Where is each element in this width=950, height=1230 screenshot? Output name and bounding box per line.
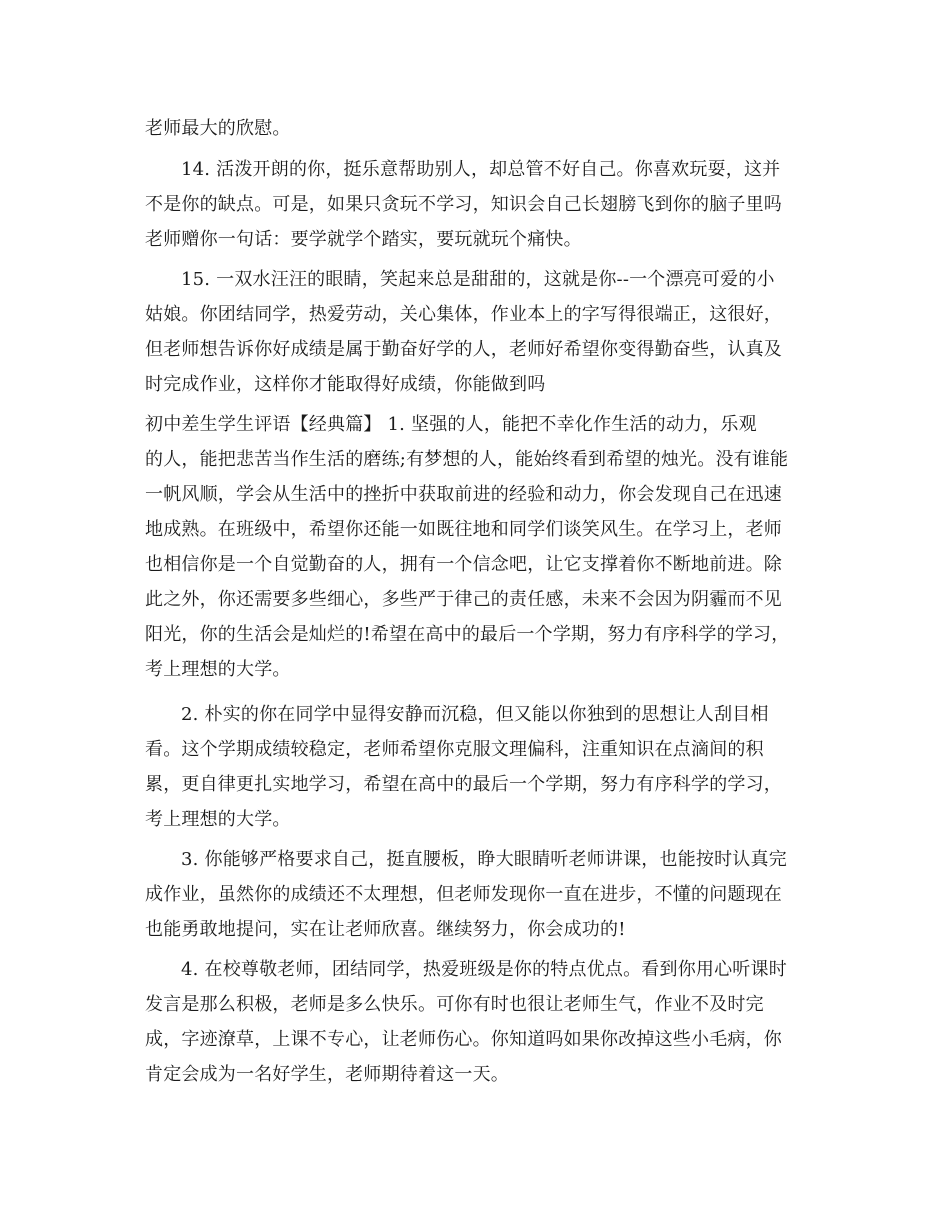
text-line: 但老师想告诉你好成绩是属于勤奋好学的人，老师好希望你变得勤奋些，认真及 <box>145 339 782 360</box>
text-line: 姑娘。你团结同学，热爱劳动，关心集体，作业本上的字写得很端正，这很好， <box>145 304 782 325</box>
text-line: 老师赠你一句话：要学就学个踏实，要玩就玩个痛快。 <box>145 229 582 250</box>
text-line: 此之外，你还需要多些细心，多些严于律己的责任感，未来不会因为阴霾而不见 <box>145 589 782 610</box>
text-line: 考上理想的大学。 <box>145 809 291 830</box>
text-line: 成作业，虽然你的成绩还不太理想，但老师发现你一直在进步，不懂的问题现在 <box>145 884 782 905</box>
text-line: 也能勇敢地提问，实在让老师欣喜。继续努力，你会成功的! <box>145 919 626 940</box>
text-line: 一帆风顺，学会从生活中的挫折中获取前进的经验和动力，你会发现自己在迅速 <box>145 484 782 505</box>
text-line: 看。这个学期成绩较稳定，老师希望你克服文理偏科，注重知识在点滴间的积 <box>145 739 764 760</box>
text-line: 4. 在校尊敬老师，团结同学，热爱班级是你的特点优点。看到你用心听课时 <box>181 959 787 980</box>
text-line: 成，字迹潦草，上课不专心，让老师伤心。你知道吗如果你改掉这些小毛病，你 <box>145 1029 782 1050</box>
text-line: 不是你的缺点。可是，如果只贪玩不学习，知识会自己长翅膀飞到你的脑子里吗 <box>145 194 782 215</box>
text-line: 也相信你是一个自觉勤奋的人，拥有一个信念吧，让它支撑着你不断地前进。除 <box>145 554 782 575</box>
text-line: 肯定会成为一名好学生，老师期待着这一天。 <box>145 1064 509 1085</box>
text-line: 考上理想的大学。 <box>145 659 291 680</box>
text-line: 时完成作业，这样你才能取得好成绩，你能做到吗 <box>145 374 546 395</box>
text-line: 2. 朴实的你在同学中显得安静而沉稳，但又能以你独到的思想让人刮目相 <box>181 704 769 725</box>
text-line: 阳光，你的生活会是灿烂的!希望在高中的最后一个学期，努力有序科学的学习， <box>145 624 790 645</box>
text-line: 老师最大的欣慰。 <box>145 118 291 139</box>
text-line: 发言是那么积极，老师是多么快乐。可你有时也很让老师生气，作业不及时完 <box>145 994 764 1015</box>
text-line: 14. 活泼开朗的你，挺乐意帮助别人，却总管不好自己。你喜欢玩耍，这并 <box>181 159 781 180</box>
text-line: 15. 一双水汪汪的眼睛，笑起来总是甜甜的，这就是你--一个漂亮可爱的小 <box>181 269 775 290</box>
text-line: 累，更自律更扎实地学习，希望在高中的最后一个学期，努力有序科学的学习， <box>145 774 782 795</box>
text-line: 的人，能把悲苦当作生活的磨练;有梦想的人，能始终看到希望的烛光。没有谁能 <box>145 449 789 470</box>
text-line: 地成熟。在班级中，希望你还能一如既往地和同学们谈笑风生。在学习上，老师 <box>145 519 782 540</box>
text-line: 3. 你能够严格要求自己，挺直腰板，睁大眼睛听老师讲课，也能按时认真完 <box>181 849 787 870</box>
section-heading-line: 初中差生学生评语【经典篇】 1. 坚强的人，能把不幸化作生活的动力，乐观 <box>145 414 757 435</box>
